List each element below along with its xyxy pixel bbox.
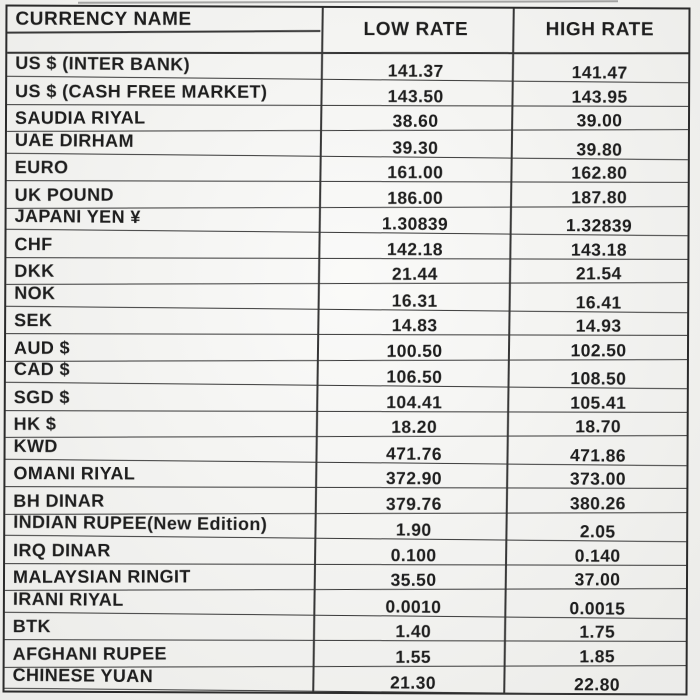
high-rate-cell: 37.00 [574, 569, 621, 590]
table-row [7, 155, 688, 182]
currency-name-cell: KWD [13, 435, 58, 456]
high-rate-cell: 187.80 [571, 186, 628, 207]
low-rate-cell: 1.40 [395, 621, 432, 642]
currency-name-cell: NOK [14, 282, 56, 303]
low-rate-cell: 106.50 [386, 366, 443, 387]
high-rate-cell: 1.32839 [565, 215, 633, 236]
currency-name-cell: US $ (INTER BANK) [15, 52, 191, 75]
low-rate-cell: 0.100 [390, 544, 437, 565]
high-rate-cell: 380.26 [569, 492, 626, 513]
currency-name-cell: SEK [14, 310, 53, 331]
low-rate-cell: 14.83 [391, 315, 438, 336]
low-rate-cell: 0.0010 [385, 595, 442, 617]
table-row [6, 308, 687, 335]
table-row [6, 204, 687, 236]
currency-name-cell: MALAYSIAN RINGIT [12, 566, 191, 587]
high-rate-cell: 0.0015 [569, 597, 626, 619]
low-rate-cell: 1.30839 [381, 213, 449, 234]
low-rate-cell: 161.00 [387, 162, 444, 183]
currency-name-cell: OMANI RIYAL [13, 463, 136, 484]
currency-name-cell: EURO [14, 157, 69, 178]
table-row [5, 510, 686, 542]
currency-name-cell: CHINESE YUAN [12, 664, 154, 687]
high-rate-cell: 105.41 [570, 392, 627, 413]
low-rate-cell: 142.18 [386, 238, 443, 259]
table-row [7, 51, 688, 83]
currency-name-cell: SAUDIA RIYAL [14, 107, 146, 128]
currency-name-cell: CAD $ [13, 358, 71, 380]
currency-name-cell: JAPANI YEN ¥ [14, 205, 141, 228]
high-rate-cell: 22.80 [574, 674, 621, 695]
low-rate-cell: 379.76 [385, 493, 442, 514]
table-row [4, 663, 685, 695]
column-header-high-rate: HIGH RATE [545, 19, 655, 41]
table-row [6, 257, 687, 284]
low-rate-cell: 18.20 [391, 416, 438, 437]
currency-name-cell: UAE DIRHAM [14, 129, 135, 151]
currency-name-cell: AFGHANI RUPEE [12, 642, 167, 664]
currency-name-cell: BH DINAR [13, 490, 105, 511]
table-header-row [7, 8, 688, 55]
table-row [5, 614, 686, 641]
high-rate-cell: 108.50 [570, 368, 627, 389]
table-row [6, 385, 687, 412]
low-rate-cell: 1.55 [395, 646, 432, 667]
currency-name-cell: HK $ [13, 413, 57, 434]
high-rate-cell: 14.93 [575, 315, 622, 336]
high-rate-cell: 143.95 [571, 86, 628, 107]
low-rate-cell: 21.30 [390, 672, 437, 693]
high-rate-cell: 102.50 [570, 339, 627, 360]
low-rate-cell: 143.50 [387, 85, 444, 106]
low-rate-cell: 100.50 [386, 340, 443, 361]
scan-artifact-line [78, 0, 618, 3]
table-row [5, 538, 686, 565]
high-rate-cell: 21.54 [575, 263, 622, 284]
currency-name-cell: CHF [14, 233, 53, 254]
currency-name-cell: SGD $ [13, 386, 70, 407]
currency-name-cell: UK POUND [14, 184, 114, 205]
currency-name-cell: IRANI RIYAL [12, 588, 124, 610]
table-row [5, 563, 686, 590]
currency-rate-table [3, 5, 691, 696]
high-rate-cell: 1.75 [579, 621, 616, 642]
header-underline [7, 30, 320, 33]
high-rate-cell: 162.80 [571, 162, 628, 183]
low-rate-cell: 372.90 [385, 468, 442, 489]
high-rate-cell: 141.47 [571, 62, 628, 83]
high-rate-cell: 0.140 [574, 545, 621, 566]
table-body [5, 53, 689, 694]
high-rate-cell: 373.00 [569, 468, 626, 489]
table-row [7, 79, 688, 106]
table-row [6, 357, 687, 389]
table-row [5, 461, 686, 488]
low-rate-cell: 141.37 [387, 60, 444, 81]
low-rate-cell: 16.31 [391, 289, 438, 311]
high-rate-cell: 1.85 [579, 645, 616, 666]
high-rate-cell: 2.05 [579, 521, 616, 542]
table-row [7, 104, 688, 131]
column-header-currency-name [7, 8, 320, 52]
high-rate-cell: 143.18 [570, 239, 627, 260]
high-rate-cell: 18.70 [575, 416, 622, 437]
low-rate-cell: 35.50 [390, 569, 437, 590]
low-rate-cell: 1.90 [395, 519, 432, 540]
currency-name-cell: US $ (CASH FREE MARKET) [15, 80, 268, 102]
low-rate-cell: 39.30 [392, 136, 439, 158]
currency-name-cell: DKK [14, 260, 55, 281]
high-rate-cell: 471.86 [569, 444, 627, 466]
high-rate-cell: 16.41 [575, 291, 622, 313]
table-row [6, 232, 687, 259]
column-header-label: CURRENCY NAME [15, 8, 192, 30]
low-rate-cell: 38.60 [392, 110, 439, 131]
table-row [6, 410, 687, 437]
currency-name-cell: IRQ DINAR [13, 539, 111, 560]
currency-name-cell: BTK [12, 616, 52, 637]
currency-name-cell: INDIAN RUPEE(New Edition) [13, 511, 268, 535]
high-rate-cell: 39.00 [576, 110, 623, 131]
currency-name-cell: AUD $ [13, 337, 71, 358]
low-rate-cell: 21.44 [391, 263, 438, 284]
low-rate-cell: 186.00 [387, 187, 444, 208]
low-rate-cell: 471.76 [385, 442, 443, 464]
high-rate-cell: 39.80 [576, 138, 623, 160]
column-header-low-rate: LOW RATE [363, 19, 469, 41]
low-rate-cell: 104.41 [386, 391, 443, 412]
